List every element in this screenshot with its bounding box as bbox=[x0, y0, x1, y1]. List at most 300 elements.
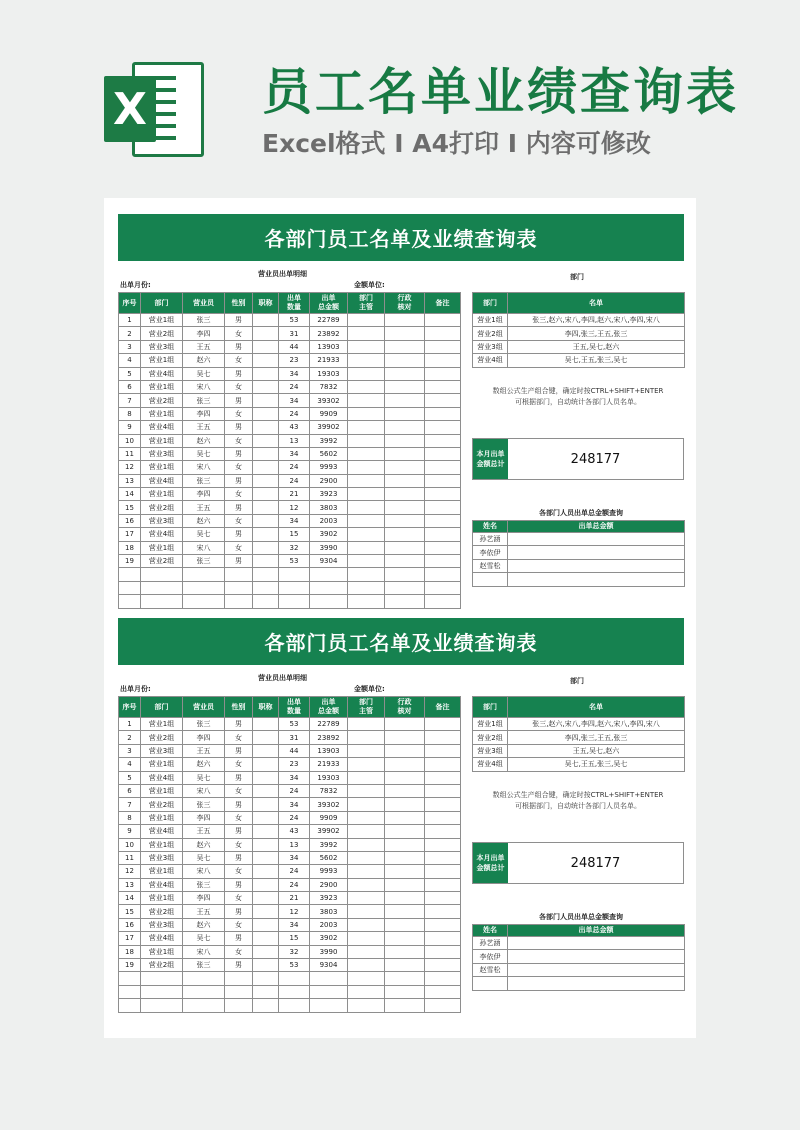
dept-row bbox=[473, 340, 685, 353]
table-row bbox=[119, 434, 461, 447]
table-cell bbox=[253, 421, 279, 434]
table-cell bbox=[348, 798, 385, 811]
table-cell: 营业2组 bbox=[141, 394, 183, 407]
table-cell: 18 bbox=[119, 945, 141, 958]
table-cell: 24 bbox=[279, 461, 310, 474]
table-row bbox=[119, 798, 461, 811]
table-cell: 19 bbox=[119, 555, 141, 568]
table-cell: 15 bbox=[119, 905, 141, 918]
table-row bbox=[119, 501, 461, 514]
table-cell: 23 bbox=[279, 758, 310, 771]
table-cell: 男 bbox=[225, 421, 253, 434]
table-cell: 营业2组 bbox=[141, 798, 183, 811]
column-header-label: 核对 bbox=[397, 303, 412, 311]
month-label: 出单月份: bbox=[120, 281, 151, 289]
column-header-label: 职称 bbox=[258, 298, 273, 307]
table-cell: 王五 bbox=[183, 744, 225, 757]
table-cell: 34 bbox=[279, 367, 310, 380]
table-cell bbox=[141, 581, 183, 594]
logo-badge: X bbox=[104, 76, 156, 142]
column-header bbox=[119, 697, 141, 718]
table-header-row bbox=[119, 697, 461, 718]
table-cell bbox=[425, 314, 461, 327]
table-cell bbox=[253, 945, 279, 958]
table-cell: 21933 bbox=[310, 354, 348, 367]
table-cell: 5602 bbox=[310, 851, 348, 864]
table-cell: 张三 bbox=[183, 314, 225, 327]
dept-table bbox=[472, 696, 685, 772]
column-header-label: 部门 bbox=[359, 698, 373, 706]
table-cell: 营业1组 bbox=[141, 838, 183, 851]
table-cell bbox=[425, 758, 461, 771]
lookup-name-cell[interactable] bbox=[473, 977, 508, 990]
column-header bbox=[348, 293, 385, 314]
table-cell: 营业1组 bbox=[141, 945, 183, 958]
table-cell: 22789 bbox=[310, 314, 348, 327]
column-header bbox=[425, 293, 461, 314]
table-cell: 15 bbox=[279, 932, 310, 945]
column-header-label: 部门 bbox=[154, 702, 169, 711]
table-cell: 吴七 bbox=[183, 528, 225, 541]
lookup-column-header: 出单总金额 bbox=[508, 521, 685, 533]
table-row bbox=[119, 488, 461, 501]
dept-cell: 王五,吴七,赵六 bbox=[508, 744, 685, 757]
table-cell bbox=[253, 838, 279, 851]
column-header-label: 备注 bbox=[435, 298, 450, 307]
table-cell bbox=[385, 461, 425, 474]
table-cell: 3923 bbox=[310, 488, 348, 501]
table-cell bbox=[385, 731, 425, 744]
table-cell: 9304 bbox=[310, 959, 348, 972]
table-cell: 赵六 bbox=[183, 434, 225, 447]
sheet-section-2 bbox=[118, 618, 684, 1023]
table-cell bbox=[385, 595, 425, 608]
column-header bbox=[141, 697, 183, 718]
table-cell: 17 bbox=[119, 528, 141, 541]
table-row bbox=[119, 380, 461, 393]
table-cell bbox=[183, 581, 225, 594]
table-cell: 吴七 bbox=[183, 771, 225, 784]
table-cell bbox=[348, 758, 385, 771]
table-cell bbox=[385, 407, 425, 420]
dept-row bbox=[473, 731, 685, 744]
table-cell bbox=[253, 514, 279, 527]
table-cell: 营业1组 bbox=[141, 718, 183, 731]
table-row-empty bbox=[119, 972, 461, 985]
table-cell bbox=[348, 972, 385, 985]
table-cell bbox=[385, 878, 425, 891]
table-cell bbox=[253, 474, 279, 487]
table-cell bbox=[425, 461, 461, 474]
table-cell: 11 bbox=[119, 447, 141, 460]
table-cell: 34 bbox=[279, 771, 310, 784]
lookup-name-cell: 李依伊 bbox=[473, 546, 508, 559]
dept-cell: 营业3组 bbox=[473, 340, 508, 353]
table-row bbox=[119, 784, 461, 797]
dept-row bbox=[473, 744, 685, 757]
dept-caption: 部门 bbox=[570, 677, 584, 685]
table-cell bbox=[425, 340, 461, 353]
dept-cell: 张三,赵六,宋八,李四,赵六,宋八,李四,宋八 bbox=[508, 314, 685, 327]
table-cell bbox=[253, 731, 279, 744]
lookup-row bbox=[473, 559, 685, 572]
table-cell: 李四 bbox=[183, 407, 225, 420]
table-cell: 43 bbox=[279, 421, 310, 434]
table-cell: 男 bbox=[225, 528, 253, 541]
table-cell: 营业1组 bbox=[141, 865, 183, 878]
table-row bbox=[119, 421, 461, 434]
table-cell bbox=[425, 528, 461, 541]
table-cell: 营业1组 bbox=[141, 461, 183, 474]
column-header bbox=[225, 293, 253, 314]
table-row bbox=[119, 447, 461, 460]
table-cell: 13 bbox=[279, 434, 310, 447]
table-cell bbox=[348, 744, 385, 757]
table-cell bbox=[253, 718, 279, 731]
lookup-amount-cell[interactable] bbox=[508, 546, 685, 559]
lookup-column-header: 姓名 bbox=[473, 521, 508, 533]
sheet-banner: 各部门员工名单及业绩查询表 bbox=[118, 618, 684, 665]
table-row-empty bbox=[119, 999, 461, 1012]
table-cell bbox=[385, 905, 425, 918]
dept-header-row bbox=[473, 293, 685, 314]
table-cell bbox=[425, 581, 461, 594]
column-header bbox=[225, 697, 253, 718]
table-cell: 4 bbox=[119, 354, 141, 367]
table-cell: 女 bbox=[225, 514, 253, 527]
dept-cell: 张三,赵六,宋八,李四,赵六,宋八,李四,宋八 bbox=[508, 718, 685, 731]
table-cell bbox=[119, 985, 141, 998]
column-header-label: 出单 bbox=[287, 698, 301, 706]
table-row bbox=[119, 528, 461, 541]
table-cell: 6 bbox=[119, 784, 141, 797]
table-cell: 李四 bbox=[183, 811, 225, 824]
table-cell bbox=[348, 784, 385, 797]
table-cell bbox=[183, 985, 225, 998]
table-cell bbox=[225, 972, 253, 985]
column-header-label: 总金额 bbox=[318, 707, 339, 715]
table-cell bbox=[425, 999, 461, 1012]
table-row bbox=[119, 394, 461, 407]
month-label: 出单月份: bbox=[120, 685, 151, 693]
table-cell: 3902 bbox=[310, 528, 348, 541]
table-cell bbox=[425, 878, 461, 891]
table-cell bbox=[141, 999, 183, 1012]
table-cell: 3 bbox=[119, 744, 141, 757]
table-cell bbox=[253, 354, 279, 367]
table-cell: 13 bbox=[119, 474, 141, 487]
table-cell bbox=[385, 771, 425, 784]
table-cell bbox=[348, 514, 385, 527]
table-cell bbox=[425, 771, 461, 784]
table-cell bbox=[279, 999, 310, 1012]
table-cell bbox=[385, 340, 425, 353]
table-row bbox=[119, 461, 461, 474]
table-cell: 男 bbox=[225, 394, 253, 407]
lookup-amount-cell[interactable] bbox=[508, 559, 685, 572]
table-cell: 34 bbox=[279, 798, 310, 811]
table-cell: 9993 bbox=[310, 865, 348, 878]
table-cell: 19303 bbox=[310, 771, 348, 784]
table-cell: 张三 bbox=[183, 959, 225, 972]
table-cell bbox=[425, 421, 461, 434]
table-cell: 男 bbox=[225, 314, 253, 327]
table-cell: 2 bbox=[119, 731, 141, 744]
table-cell: 吴七 bbox=[183, 851, 225, 864]
column-header bbox=[253, 293, 279, 314]
lookup-header-row bbox=[473, 521, 685, 533]
column-header-label: 数量 bbox=[287, 303, 301, 311]
table-cell bbox=[348, 825, 385, 838]
table-cell bbox=[310, 999, 348, 1012]
table-cell bbox=[385, 811, 425, 824]
table-cell bbox=[348, 905, 385, 918]
table-cell bbox=[425, 811, 461, 824]
table-cell: 2003 bbox=[310, 514, 348, 527]
table-cell bbox=[348, 314, 385, 327]
unit-label: 金额单位: bbox=[354, 281, 385, 289]
table-cell: 男 bbox=[225, 474, 253, 487]
table-cell bbox=[385, 718, 425, 731]
table-cell bbox=[253, 394, 279, 407]
table-cell: 男 bbox=[225, 744, 253, 757]
table-cell bbox=[119, 581, 141, 594]
table-row bbox=[119, 474, 461, 487]
column-header-label: 行政 bbox=[397, 294, 412, 302]
table-cell: 14 bbox=[119, 892, 141, 905]
table-cell bbox=[425, 541, 461, 554]
table-cell bbox=[253, 380, 279, 393]
table-cell bbox=[425, 865, 461, 878]
table-cell bbox=[425, 798, 461, 811]
table-cell bbox=[279, 568, 310, 581]
table-cell: 宋八 bbox=[183, 784, 225, 797]
column-header-label: 出单 bbox=[321, 294, 336, 302]
dept-cell: 吴七,王五,张三,吴七 bbox=[508, 354, 685, 367]
note-line: 数组公式生产组合键，确定时按CTRL+SHIFT+ENTER bbox=[492, 791, 664, 799]
table-cell: 营业2组 bbox=[141, 501, 183, 514]
table-cell: 营业3组 bbox=[141, 447, 183, 460]
table-cell: 39302 bbox=[310, 798, 348, 811]
total-label-line: 金额总计 bbox=[476, 864, 505, 872]
table-cell: 17 bbox=[119, 932, 141, 945]
table-cell: 39302 bbox=[310, 394, 348, 407]
table-cell bbox=[385, 999, 425, 1012]
column-header-label: 营业员 bbox=[193, 702, 214, 711]
table-cell bbox=[141, 595, 183, 608]
table-cell: 赵六 bbox=[183, 354, 225, 367]
table-cell: 15 bbox=[279, 528, 310, 541]
table-cell: 34 bbox=[279, 514, 310, 527]
table-cell bbox=[183, 972, 225, 985]
lookup-table bbox=[472, 520, 685, 587]
table-cell bbox=[385, 327, 425, 340]
table-cell: 李四 bbox=[183, 488, 225, 501]
table-cell: 营业3组 bbox=[141, 744, 183, 757]
table-cell: 营业4组 bbox=[141, 771, 183, 784]
lookup-name-cell[interactable] bbox=[473, 573, 508, 586]
table-cell bbox=[385, 892, 425, 905]
lookup-row-empty bbox=[473, 573, 685, 586]
column-header-label: 数量 bbox=[287, 707, 301, 715]
table-cell bbox=[253, 555, 279, 568]
table-cell: 6 bbox=[119, 380, 141, 393]
table-cell bbox=[425, 367, 461, 380]
table-cell: 12 bbox=[119, 461, 141, 474]
table-row bbox=[119, 918, 461, 931]
table-cell bbox=[385, 421, 425, 434]
table-cell bbox=[253, 340, 279, 353]
table-cell: 12 bbox=[279, 905, 310, 918]
lookup-caption: 各部门人员出单总金额查询 bbox=[539, 913, 623, 921]
table-cell bbox=[385, 354, 425, 367]
table-cell: 3992 bbox=[310, 434, 348, 447]
table-row bbox=[119, 932, 461, 945]
table-cell: 3803 bbox=[310, 905, 348, 918]
table-cell: 营业3组 bbox=[141, 851, 183, 864]
table-row bbox=[119, 771, 461, 784]
column-header bbox=[385, 697, 425, 718]
table-cell: 19303 bbox=[310, 367, 348, 380]
table-cell bbox=[253, 784, 279, 797]
column-header-label: 部门 bbox=[154, 298, 169, 307]
table-cell: 女 bbox=[225, 838, 253, 851]
page-subtitle: Excel格式 I A4打印 I 内容可修改 bbox=[262, 129, 651, 158]
table-cell bbox=[119, 568, 141, 581]
table-row bbox=[119, 327, 461, 340]
table-cell: 赵六 bbox=[183, 918, 225, 931]
table-cell: 赵六 bbox=[183, 758, 225, 771]
table-row bbox=[119, 758, 461, 771]
note-line: 数组公式生产组合键，确定时按CTRL+SHIFT+ENTER bbox=[492, 387, 664, 395]
table-cell bbox=[425, 744, 461, 757]
column-header bbox=[279, 697, 310, 718]
dept-row bbox=[473, 314, 685, 327]
table-cell: 3 bbox=[119, 340, 141, 353]
table-cell bbox=[385, 380, 425, 393]
lookup-name-cell: 赵雪松 bbox=[473, 559, 508, 572]
table-cell: 7 bbox=[119, 394, 141, 407]
dept-cell: 李四,张三,王五,张三 bbox=[508, 731, 685, 744]
table-cell: 张三 bbox=[183, 718, 225, 731]
table-cell: 13903 bbox=[310, 744, 348, 757]
table-row bbox=[119, 407, 461, 420]
table-cell: 21933 bbox=[310, 758, 348, 771]
table-cell: 9 bbox=[119, 421, 141, 434]
table-cell bbox=[425, 380, 461, 393]
table-cell: 营业1组 bbox=[141, 488, 183, 501]
total-box bbox=[472, 842, 684, 884]
table-cell: 女 bbox=[225, 407, 253, 420]
table-cell: 王五 bbox=[183, 421, 225, 434]
lookup-amount-cell[interactable] bbox=[508, 533, 685, 546]
lookup-amount-cell[interactable] bbox=[508, 937, 685, 950]
table-cell bbox=[253, 811, 279, 824]
table-cell: 2 bbox=[119, 327, 141, 340]
table-cell: 女 bbox=[225, 541, 253, 554]
table-row bbox=[119, 541, 461, 554]
table-cell bbox=[310, 985, 348, 998]
table-cell: 2003 bbox=[310, 918, 348, 931]
table-cell bbox=[348, 999, 385, 1012]
column-header-label: 出单 bbox=[321, 698, 336, 706]
table-cell bbox=[348, 434, 385, 447]
table-cell: 24 bbox=[279, 407, 310, 420]
table-cell: 16 bbox=[119, 918, 141, 931]
table-cell bbox=[425, 434, 461, 447]
table-cell: 营业1组 bbox=[141, 314, 183, 327]
lookup-header-row bbox=[473, 925, 685, 937]
table-cell bbox=[310, 568, 348, 581]
table-cell bbox=[279, 985, 310, 998]
table-cell bbox=[425, 568, 461, 581]
total-value: 248177 bbox=[570, 855, 621, 871]
table-cell: 营业4组 bbox=[141, 825, 183, 838]
lookup-amount-cell[interactable] bbox=[508, 950, 685, 963]
lookup-row bbox=[473, 937, 685, 950]
table-cell bbox=[253, 932, 279, 945]
table-cell bbox=[385, 394, 425, 407]
table-cell bbox=[425, 959, 461, 972]
table-cell bbox=[310, 972, 348, 985]
column-header-label: 性别 bbox=[231, 702, 246, 711]
table-row bbox=[119, 959, 461, 972]
table-cell: 宋八 bbox=[183, 945, 225, 958]
table-cell: 营业2组 bbox=[141, 959, 183, 972]
table-cell: 张三 bbox=[183, 474, 225, 487]
table-cell bbox=[253, 959, 279, 972]
table-cell: 营业1组 bbox=[141, 892, 183, 905]
table-cell: 10 bbox=[119, 434, 141, 447]
table-row bbox=[119, 367, 461, 380]
table-cell: 李四 bbox=[183, 731, 225, 744]
column-header-label: 备注 bbox=[435, 702, 450, 711]
table-row bbox=[119, 314, 461, 327]
table-cell bbox=[385, 528, 425, 541]
table-cell bbox=[253, 528, 279, 541]
table-cell: 男 bbox=[225, 771, 253, 784]
lookup-row bbox=[473, 533, 685, 546]
table-cell bbox=[348, 340, 385, 353]
table-cell: 5 bbox=[119, 771, 141, 784]
table-cell bbox=[253, 918, 279, 931]
table-row bbox=[119, 811, 461, 824]
table-cell: 男 bbox=[225, 447, 253, 460]
dept-cell: 营业1组 bbox=[473, 314, 508, 327]
table-cell: 吴七 bbox=[183, 932, 225, 945]
lookup-name-cell: 赵雪松 bbox=[473, 963, 508, 976]
lookup-amount-cell[interactable] bbox=[508, 963, 685, 976]
table-cell bbox=[253, 985, 279, 998]
table-cell: 女 bbox=[225, 354, 253, 367]
dept-cell: 营业1组 bbox=[473, 718, 508, 731]
dept-cell: 王五,吴七,赵六 bbox=[508, 340, 685, 353]
table-cell: 营业1组 bbox=[141, 811, 183, 824]
table-cell: 2900 bbox=[310, 878, 348, 891]
table-cell: 11 bbox=[119, 851, 141, 864]
table-cell: 男 bbox=[225, 718, 253, 731]
column-header-label: 主管 bbox=[359, 303, 373, 311]
table-cell bbox=[253, 488, 279, 501]
table-cell: 31 bbox=[279, 327, 310, 340]
table-cell bbox=[385, 865, 425, 878]
table-cell bbox=[348, 838, 385, 851]
table-cell bbox=[253, 972, 279, 985]
table-cell bbox=[348, 865, 385, 878]
lookup-column-header: 出单总金额 bbox=[508, 925, 685, 937]
column-header bbox=[310, 697, 348, 718]
table-cell bbox=[119, 595, 141, 608]
